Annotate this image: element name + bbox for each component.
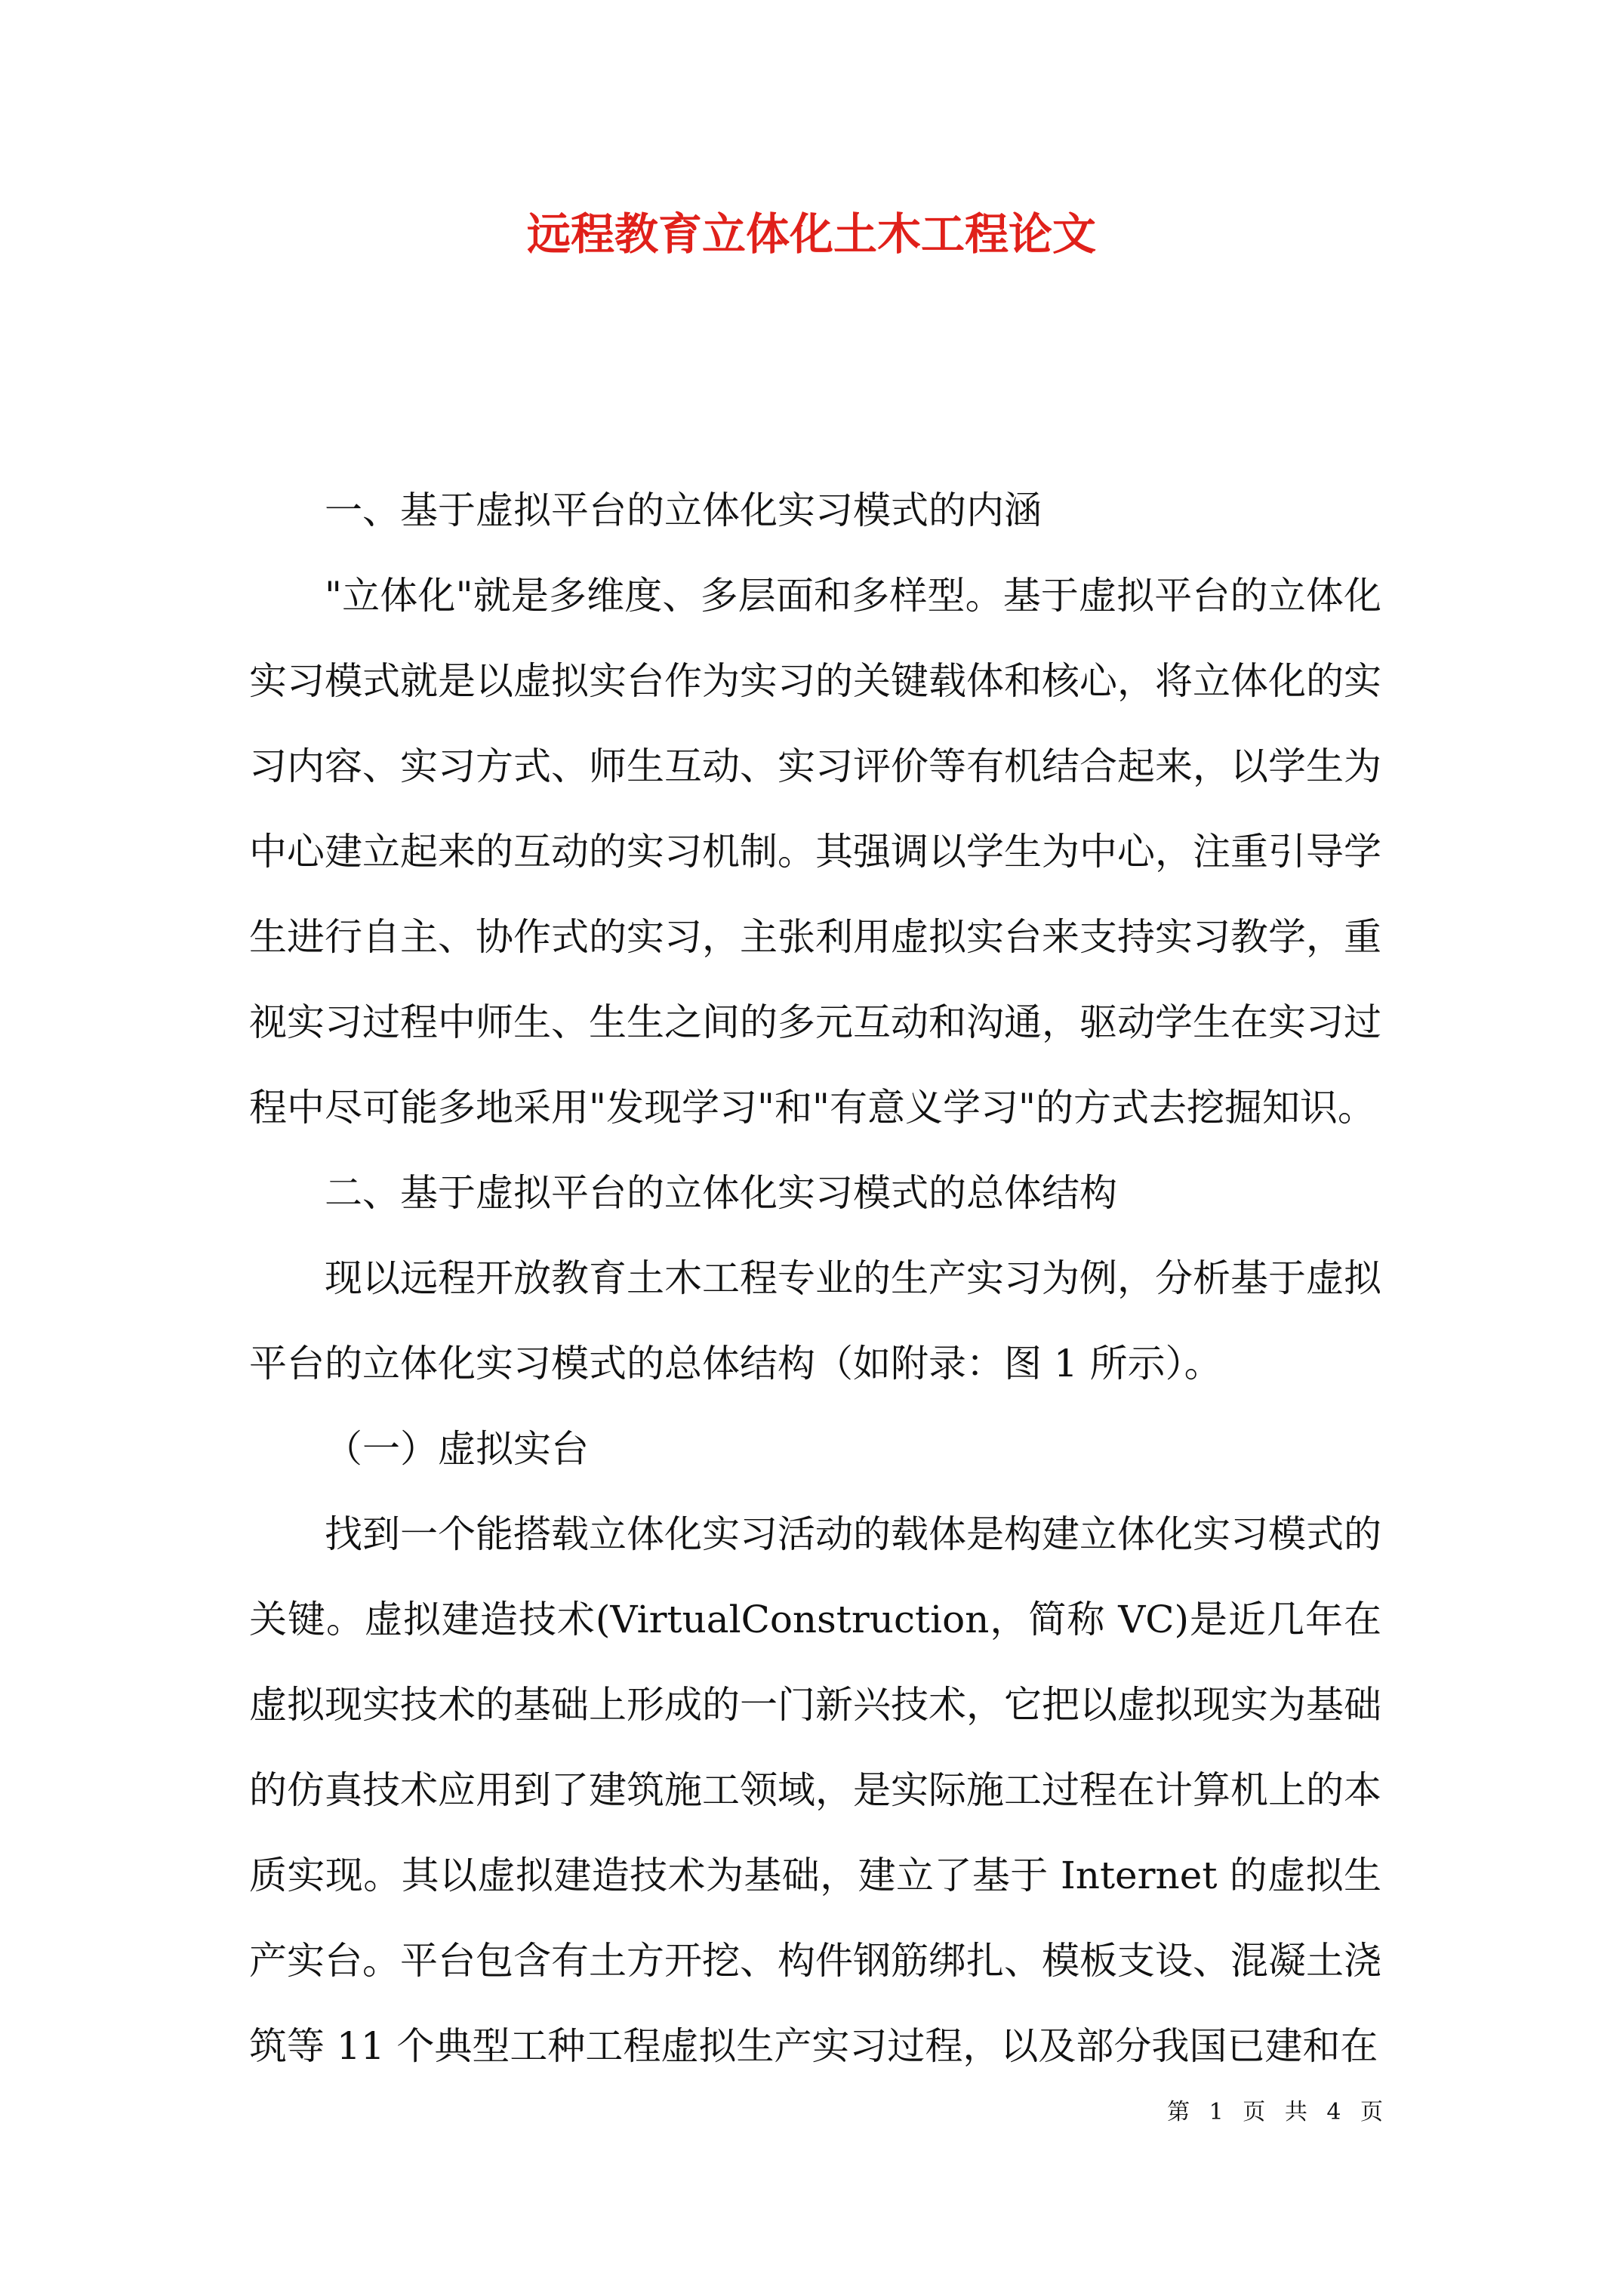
body-paragraph: 找到一个能搭载立体化实习活动的载体是构建立体化实习模式的关键。虚拟建造技术(VirtualConstruction，简称 VC)是近几年在虚拟现实技术的基础上形成的一门新兴技术，它把以虚拟现实为基础的仿真技术应用到了建筑施工领域，是实际施工过程在计算机上的本质实现。其以虚拟建造技术为基础，建立了基于 Internet 的虚拟生产实台。平台包含有土方开挖、构件钢筋绑扎、模板支设、混凝土浇筑等 11 个典型工种工程虚拟生产实习过程，以及部分我国已建和在 xyxy=(249,1512,1381,2068)
subsection-heading: （一）虚拟实台 xyxy=(325,1427,589,1471)
body-paragraph: 现以远程开放教育土木工程专业的生产实习为例，分析基于虚拟平台的立体化实习模式的总体结构（如附录：图 1 所示）。 xyxy=(249,1256,1381,1385)
page-number-footer: 第 1 页 共 4 页 xyxy=(1167,2099,1389,2125)
body-paragraph: "立体化"就是多维度、多层面和多样型。基于虚拟平台的立体化实习模式就是以虚拟实台作为实习的关键载体和核心，将立体化的实习内容、实习方式、师生互动、实习评价等有机结合起来，以学生为中心建立起来的互动的实习机制。其强调以学生为中心，注重引导学生进行自主、协作式的实习，主张利用虚拟实台来支持实习教学，重视实习过程中师生、生生之间的多元互动和沟通，驱动学生在实习过程中尽可能多地采用"发现学习"和"有意义学习"的方式去挖掘知识。 xyxy=(249,574,1381,1130)
document-title: 远程教育立体化土木工程论文 xyxy=(526,208,1096,260)
document-body xyxy=(249,468,1381,2089)
section-heading-2: 二、基于虚拟平台的立体化实习模式的总体结构 xyxy=(325,1171,1117,1215)
section-heading-1: 一、基于虚拟平台的立体化实习模式的内涵 xyxy=(325,488,1042,532)
